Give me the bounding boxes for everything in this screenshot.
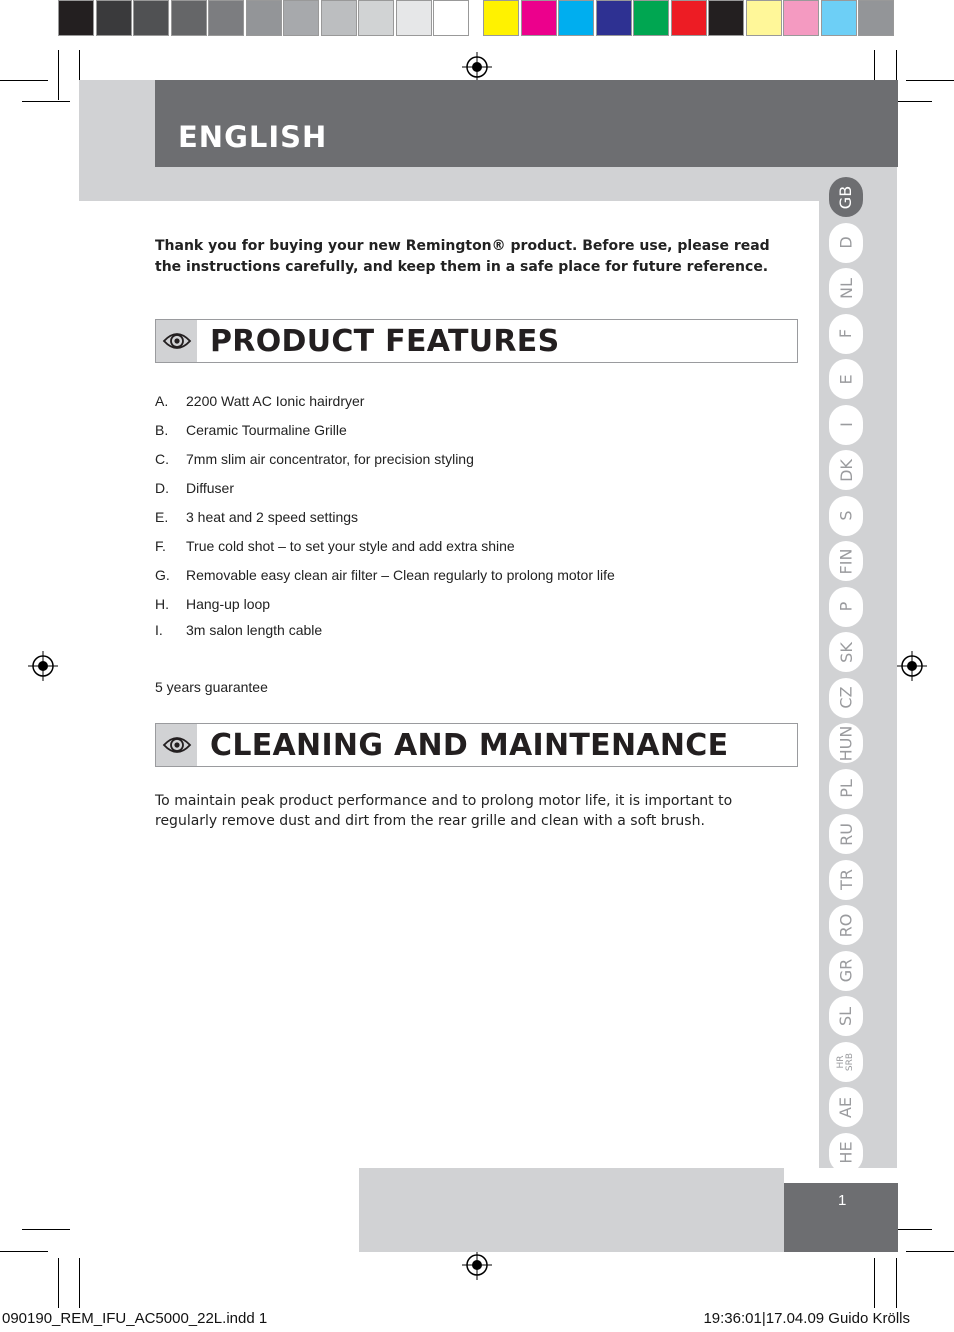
crop-mark bbox=[58, 50, 59, 100]
item-letter: A. bbox=[155, 393, 169, 409]
language-tab-nl[interactable] bbox=[829, 268, 863, 308]
gray-swatch bbox=[58, 0, 94, 36]
item-text: Ceramic Tourmaline Grille bbox=[186, 422, 347, 438]
list-item bbox=[155, 509, 795, 538]
crop-mark bbox=[906, 80, 954, 81]
item-text: True cold shot – to set your style and add extra shine bbox=[186, 538, 515, 554]
crop-mark bbox=[906, 1251, 954, 1252]
item-letter: C. bbox=[155, 451, 169, 467]
section-icon-cell bbox=[156, 724, 197, 766]
language-tab-p[interactable] bbox=[829, 587, 863, 627]
file-slug: 090190_REM_IFU_AC5000_22L.indd 1 bbox=[2, 1310, 268, 1327]
language-tab-label: D bbox=[836, 236, 856, 249]
language-tab-cz[interactable] bbox=[829, 678, 863, 718]
list-item bbox=[155, 622, 795, 648]
gray-swatch bbox=[133, 0, 169, 36]
item-text: Removable easy clean air filter – Clean regularly to prolong motor life bbox=[186, 567, 615, 583]
list-item bbox=[155, 393, 795, 422]
language-tab-d[interactable] bbox=[829, 223, 863, 263]
language-tab-label: CZ bbox=[836, 686, 856, 709]
registration-mark-icon bbox=[462, 52, 492, 82]
item-text: 7mm slim air concentrator, for precision styling bbox=[186, 451, 474, 467]
language-tab-label: SL bbox=[836, 1006, 856, 1026]
list-item bbox=[155, 422, 795, 451]
language-tab-label: PL bbox=[836, 779, 856, 798]
section-title: PRODUCT FEATURES bbox=[210, 324, 560, 359]
color-swatch bbox=[821, 0, 857, 36]
list-item bbox=[155, 538, 795, 567]
language-tab-label: I bbox=[836, 422, 856, 427]
item-text: Hang-up loop bbox=[186, 596, 271, 612]
item-letter: G. bbox=[155, 567, 170, 583]
color-swatch bbox=[483, 0, 519, 36]
crop-mark bbox=[58, 1258, 59, 1308]
language-tab-label: TR bbox=[836, 869, 856, 890]
language-tab-pl[interactable] bbox=[829, 769, 863, 809]
section-header-cleaning bbox=[155, 723, 798, 767]
crop-mark bbox=[0, 1251, 48, 1252]
language-tab-label: HR SRB bbox=[835, 1052, 855, 1071]
language-tab-label: GR bbox=[836, 958, 856, 983]
language-tab-hun[interactable] bbox=[829, 723, 863, 763]
color-swatch bbox=[558, 0, 594, 36]
color-swatch bbox=[633, 0, 669, 36]
feature-list bbox=[155, 393, 795, 651]
list-item bbox=[155, 451, 795, 480]
language-tab-e[interactable] bbox=[829, 359, 863, 399]
gray-swatch bbox=[321, 0, 357, 36]
language-tab-gr[interactable] bbox=[829, 951, 863, 991]
language-tab-ro[interactable] bbox=[829, 905, 863, 945]
eye-icon bbox=[162, 734, 192, 756]
crop-mark bbox=[874, 1258, 875, 1308]
item-letter: D. bbox=[155, 480, 169, 496]
item-letter: B. bbox=[155, 422, 169, 438]
language-tab-label: DK bbox=[836, 458, 856, 482]
language-tab-label: NL bbox=[836, 277, 856, 299]
gray-swatch bbox=[433, 0, 469, 36]
language-tab-label: HE bbox=[836, 1141, 856, 1164]
crop-mark bbox=[896, 1258, 897, 1308]
language-tab-gb[interactable] bbox=[829, 177, 863, 217]
language-tab-sk[interactable] bbox=[829, 632, 863, 672]
color-swatch bbox=[783, 0, 819, 36]
language-tab-label: S bbox=[836, 510, 856, 521]
language-tab-i[interactable] bbox=[829, 405, 863, 445]
language-tab-tr[interactable] bbox=[829, 860, 863, 900]
footer-background bbox=[359, 1168, 784, 1252]
language-tab-label: RO bbox=[836, 913, 856, 937]
language-tab-dk[interactable] bbox=[829, 450, 863, 490]
item-letter: F. bbox=[155, 538, 166, 554]
registration-mark-icon bbox=[28, 651, 58, 681]
section-title: CLEANING AND MAINTENANCE bbox=[210, 728, 729, 763]
language-tab-f[interactable] bbox=[829, 314, 863, 354]
color-swatch bbox=[858, 0, 894, 36]
crop-mark bbox=[22, 101, 70, 102]
item-text: 3m salon length cable bbox=[186, 622, 323, 638]
gray-calibration-strip bbox=[58, 0, 471, 39]
item-text: 3 heat and 2 speed settings bbox=[186, 509, 359, 525]
list-item bbox=[155, 567, 795, 596]
gray-swatch bbox=[208, 0, 244, 36]
language-tab-s[interactable] bbox=[829, 496, 863, 536]
registration-mark-icon bbox=[897, 651, 927, 681]
item-text: Diffuser bbox=[186, 480, 234, 496]
gray-swatch bbox=[283, 0, 319, 36]
eye-icon bbox=[162, 330, 192, 352]
language-tab-label: FIN bbox=[836, 548, 856, 574]
item-letter: H. bbox=[155, 596, 169, 612]
color-swatch bbox=[596, 0, 632, 36]
gray-swatch bbox=[358, 0, 394, 36]
color-swatch bbox=[521, 0, 557, 36]
language-tab-ru[interactable] bbox=[829, 814, 863, 854]
language-tab-label: HUN bbox=[836, 725, 856, 761]
language-tab-ae[interactable] bbox=[829, 1087, 863, 1127]
item-letter: I. bbox=[155, 622, 163, 638]
guarantee-text: 5 years guarantee bbox=[155, 679, 268, 695]
crop-mark bbox=[22, 1229, 70, 1230]
language-tab-label: RU bbox=[836, 822, 856, 846]
gray-swatch bbox=[396, 0, 432, 36]
page-title: ENGLISH bbox=[178, 120, 328, 154]
page-number: 1 bbox=[838, 1192, 847, 1209]
language-tab-label: E bbox=[836, 373, 856, 385]
list-item bbox=[155, 480, 795, 509]
cleaning-text: To maintain peak product performance and to prolong motor life, it is important to regularly remove dust and dirt from the rear grille and clean with a soft brush. bbox=[155, 793, 733, 829]
section-icon-cell bbox=[156, 320, 197, 362]
registration-mark-icon bbox=[462, 1250, 492, 1280]
language-tab-label: SK bbox=[836, 641, 856, 663]
language-tab-label: AE bbox=[836, 1096, 856, 1118]
timestamp-slug: 19:36:01|17.04.09 Guido Krölls bbox=[703, 1310, 910, 1327]
color-calibration-strip bbox=[483, 0, 896, 39]
crop-mark bbox=[0, 80, 48, 81]
crop-mark bbox=[79, 1258, 80, 1308]
intro-text: Thank you for buying your new Remington® product. Before use, please read the instructions carefully, and keep them in a safe place for future reference. bbox=[155, 238, 770, 275]
list-item bbox=[155, 596, 795, 625]
language-tab-hr-srb[interactable] bbox=[829, 1042, 863, 1082]
gray-swatch bbox=[171, 0, 207, 36]
gray-swatch bbox=[96, 0, 132, 36]
section-header-product-features bbox=[155, 319, 798, 363]
language-tab-he[interactable] bbox=[829, 1133, 863, 1173]
language-tab-sl[interactable] bbox=[829, 996, 863, 1036]
color-swatch bbox=[708, 0, 744, 36]
language-tab-fin[interactable] bbox=[829, 541, 863, 581]
language-tab-label: F bbox=[836, 328, 856, 339]
color-swatch bbox=[746, 0, 782, 36]
language-tab-label: P bbox=[836, 601, 856, 612]
item-letter: E. bbox=[155, 509, 169, 525]
color-swatch bbox=[671, 0, 707, 36]
item-text: 2200 Watt AC Ionic hairdryer bbox=[186, 393, 365, 409]
language-tab-label: GB bbox=[836, 185, 856, 209]
gray-swatch bbox=[246, 0, 282, 36]
